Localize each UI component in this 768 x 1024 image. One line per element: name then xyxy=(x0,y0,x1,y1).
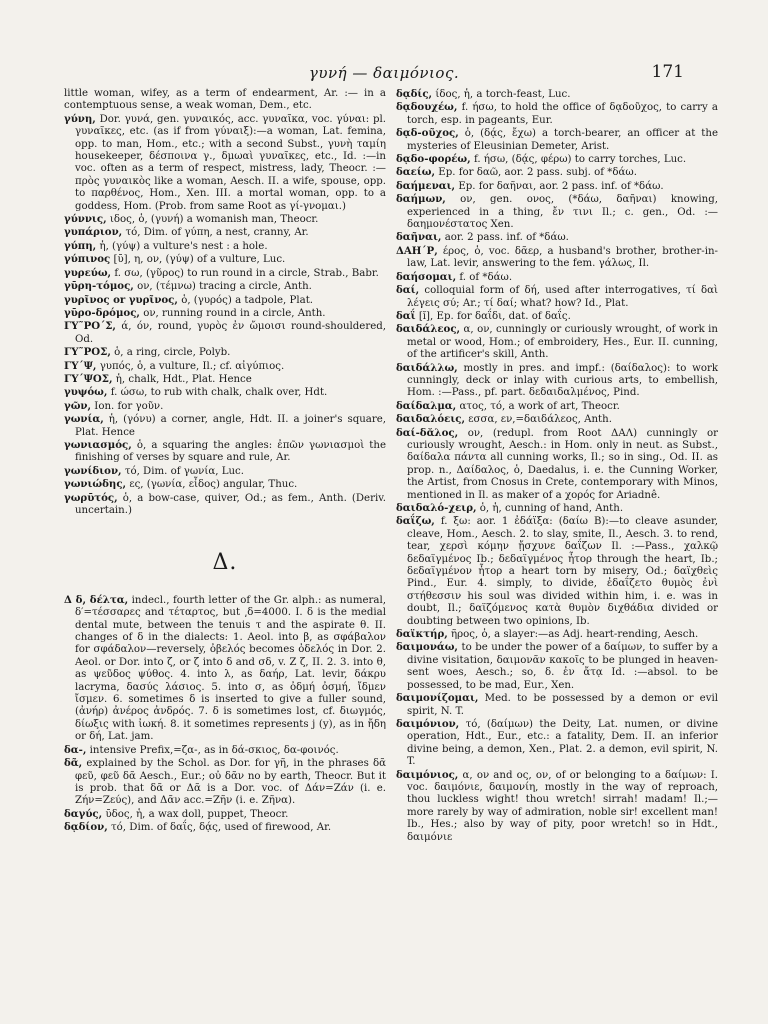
dictionary-entry xyxy=(396,193,718,231)
entry-headword: δαιδαλό-χειρ, xyxy=(396,502,477,514)
entry-definition: f. of *δάω. xyxy=(459,271,513,283)
entry-definition: ὁ, (δᾴς, ἔχω) a torch-bearer, an officer at the mysteries of Eleusinian Demeter, Arist. xyxy=(407,128,718,152)
entry-headword: γυρῖνος or γυρῖνος, xyxy=(64,293,178,306)
entry-headword: γῡρη-τόμος, xyxy=(64,280,134,293)
entry-definition: τό, Dim. of γωνία, Luc. xyxy=(124,465,244,477)
entry-headword: γύνη, xyxy=(64,112,96,125)
dictionary-entry xyxy=(64,492,386,518)
entry-definition: ἡ, (γόνυ) a corner, angle, Hdt. II. a joiner's square, Plat. Hence xyxy=(75,414,386,438)
dictionary-entry xyxy=(64,267,386,280)
entry-definition: ον, (τέμνω) tracing a circle, Anth. xyxy=(137,281,312,293)
entry-headword: δαγύς, xyxy=(64,807,103,820)
entry-definition: little woman, wifey, as a term of endearment, Ar. :— in a contemptuous sense, a weak woman, Dem., etc. xyxy=(64,88,386,112)
entry-definition: [ῡ], η, ον, (γύψ) of a vulture, Luc. xyxy=(113,254,286,266)
dictionary-entry xyxy=(396,101,718,127)
entry-headword: γωνιώδης, xyxy=(64,478,127,491)
entry-definition: Ion. for γοῦν. xyxy=(94,400,164,412)
entry-definition: ον, gen. ονος, (*δάω, δαῆναι) knowing, experienced in a thing, ἔν τινι Il.; c. gen., Od. :—δαημονέστατος Xen. xyxy=(407,194,718,231)
entry-headword: δαιδάλλω, xyxy=(396,361,458,374)
entry-definition: εσσα, εν,=δαιδάλεος, Anth. xyxy=(468,414,612,426)
entry-definition: ὁ, a ring, circle, Polyb. xyxy=(114,347,231,359)
entry-headword: δαίδαλμα, xyxy=(396,399,457,412)
dictionary-entry xyxy=(396,692,718,718)
entry-definition: f. ήσω, to hold the office of δᾳδοῦχος, to carry a torch, esp. in pageants, Eur. xyxy=(407,102,718,126)
entry-headword: δαήσομαι, xyxy=(396,270,457,283)
dictionary-entry xyxy=(396,153,718,166)
dictionary-entry xyxy=(396,628,718,641)
entry-headword: δαιμονίζομαι, xyxy=(396,692,479,705)
entry-definition: Ep. for δαῶ, aor. 2 pass. subj. of *δάω. xyxy=(438,167,637,179)
page-number: 171 xyxy=(651,62,684,82)
entry-headword: δᾳδουχέω, xyxy=(396,101,458,114)
entry-headword: δᾶ, xyxy=(64,757,83,770)
dictionary-entry xyxy=(64,439,386,465)
entry-headword: δαϊκτήρ, xyxy=(396,628,448,641)
dictionary-entry xyxy=(396,502,718,515)
entry-headword: δαΐζω, xyxy=(396,515,435,528)
entry-definition: aor. 2 pass. inf. of *δάω. xyxy=(444,232,569,244)
dictionary-entry xyxy=(64,465,386,478)
dictionary-entry xyxy=(64,113,386,213)
entry-headword: γυρεύω, xyxy=(64,266,112,279)
dictionary-entry xyxy=(64,400,386,413)
entry-headword: δαιμονάω, xyxy=(396,641,458,654)
entry-definition: ἡ, (γύψ) a vulture's nest : a hole. xyxy=(99,240,268,252)
entry-definition: colloquial form of δή, used after interrogatives, τί δαὶ λέγεις σύ; Ar.; τί δαί; what? how? Id., Plat. xyxy=(407,285,718,309)
entry-definition: ιδος, ὁ, (γυνή) a womanish man, Theocr. xyxy=(109,214,319,226)
dictionary-entry xyxy=(396,271,718,284)
entry-definition: ὁ, ἡ, cunning of hand, Anth. xyxy=(479,503,624,514)
dictionary-entry xyxy=(64,213,386,226)
entry-definition: ον, (redupl. from Root ΔΑΛ) cunningly or curiously wrought, Aesch.: in Hom. only in neut. as Subst., δαίδαλα πάντα all cunning works, Il.; so in sing., Od. II. as prop. n., Δαίδαλος, ὁ, Daedalus, i. e. the Cunning Worker, the Artist, from Cnosus in Crete, contemporary with Minos, mentioned in Il. as maker of a χορός for Ariadnê. xyxy=(407,427,718,501)
entry-definition: τό, (δαίμων) the Deity, Lat. numen, or divine operation, Hdt., Eur., etc.: a fatality, Dem. II. an inferior divine being, a demon, Xen., Plat. 2. a demon, evil spirit, N. T. xyxy=(407,718,719,768)
dictionary-entry xyxy=(396,166,718,179)
dictionary-entry xyxy=(396,427,718,502)
dictionary-entry xyxy=(64,226,386,239)
entry-headword: ΓΥ΄ΨΟΣ, xyxy=(64,372,113,385)
entry-definition: ὁ, a bow-case, quiver, Od.; as fem., Anth. (Deriv. uncertain.) xyxy=(75,492,387,516)
dictionary-entry xyxy=(396,515,718,628)
dictionary-entry xyxy=(64,88,386,113)
dictionary-entry xyxy=(64,594,386,744)
entry-headword: δᾳδίον, xyxy=(64,821,108,834)
entry-definition: [ĭ], Ep. for δαΐδι, dat. of δαΐς. xyxy=(418,310,571,322)
entry-definition: ἡ, chalk, Hdt., Plat. Hence xyxy=(115,373,252,385)
entry-definition: f. ξω: aor. 1 ἐδάϊξα: (δαίω B):—to cleave asunder, cleave, Hom., Aesch. 2. to slay, smite, Il., Aesch. 3. to rend, tear, χερσὶ κόμην ᾔσχυνε δαΐζων Il. :—Pass., χαλκῷ δεδαϊγμένος Ib.; δεδαϊγμένος ἦτορ through the heart, Ib.; δεδαϊγμένον ἦτορ a heart torn by misery, Od.; δαϊχθεὶς Pind., Eur. 4. simply, to divide, ἐδαΐζετο θυμὸς ἐνὶ στήθεσσιν his soul was divided within him, i. e. was in doubt, Il.; δαϊζόμενος κατὰ θυμὸν διχθάδια divided or doubting between two opinions, Ib. xyxy=(407,516,718,627)
entry-headword: γωρῡτός, xyxy=(64,491,118,504)
entry-headword: γυψόω, xyxy=(64,386,108,399)
dictionary-entry xyxy=(396,718,718,769)
dictionary-entry xyxy=(64,346,386,359)
entry-headword: δαιμόνιος, xyxy=(396,768,459,781)
entry-definition: ες, (γωνία, εἶδος) angular, Thuc. xyxy=(129,479,298,491)
right-column xyxy=(396,88,718,844)
right-entries xyxy=(396,88,718,844)
running-head: γυνή — δαιμόνιος. xyxy=(308,64,460,82)
dictionary-entry xyxy=(64,307,386,320)
entry-headword: δαί, xyxy=(396,284,420,297)
entry-headword: δαιδάλεος, xyxy=(396,323,461,336)
entry-definition: Med. to be possessed by a demon or evil spirit, N. T. xyxy=(407,693,718,717)
entry-headword: δαήμων, xyxy=(396,193,446,206)
dictionary-entry xyxy=(64,478,386,491)
entry-headword: ΓΥ῀ΡΟ΄Σ, xyxy=(64,320,116,333)
left-column xyxy=(64,88,386,835)
entry-headword: γῶν, xyxy=(64,399,92,412)
dictionary-entry xyxy=(64,757,386,808)
entry-definition: α, ον, cunningly or curiously wrought, of work in metal or wood, Hom.; of embroidery, Hes., Eur. II. cunning, of the artificer's skill, Anth. xyxy=(407,324,718,361)
entry-headword: δαί-δᾰλος, xyxy=(396,426,459,439)
entry-headword: γυπάριον, xyxy=(64,226,123,239)
entry-headword: γύπη, xyxy=(64,239,97,252)
dictionary-entry xyxy=(396,180,718,193)
dictionary-entry xyxy=(64,294,386,307)
dictionary-entry xyxy=(64,280,386,293)
entry-headword: γωνία, xyxy=(64,413,104,426)
entry-definition: ῆρος, ὁ, a slayer:—as Adj. heart-rending, Aesch. xyxy=(451,629,699,641)
entry-definition: f. σω, (γῦρος) to run round in a circle, Strab., Babr. xyxy=(114,267,379,279)
dictionary-entry xyxy=(396,413,718,426)
dictionary-entry xyxy=(64,744,386,757)
dictionary-entry xyxy=(396,310,718,323)
entry-definition: mostly in pres. and impf.: (δαίδαλος): to work cunningly, deck or inlay with curious arts, to embellish, Hom. :—Pass., pf. part. δεδαιδαλμένος, Pind. xyxy=(407,362,718,399)
entry-headword: δαιδαλόεις, xyxy=(396,413,466,426)
entry-headword: δαΐ xyxy=(396,309,416,322)
entry-definition: ῡδος, ἡ, a wax doll, puppet, Theocr. xyxy=(105,808,289,820)
entry-definition: indecl., fourth letter of the Gr. alph.: as numeral, δ′=τέσσαρες and τέταρτος, but ͵δ=4000. I. δ is the medial dental mute, between the tenuis τ and the aspirate θ. II. changes of δ in the dialects: 1. Aeol. into β, as σφάβαλον for σφάδαλον—reversely, ὀβελός becomes ὀδελός in Dor. 2. Aeol. or Dor. into ζ, or ζ into δ and σδ, v. Z ζ, II. 2. 3. into θ, as ψεῦδος ψύθος. 4. into λ, as δαήρ, Lat. levir, δάκρυ lacryma, δασύς λάσιος. 5. into σ, as ὀδμή ὀσμή, ἴδμεν ἴσμεν. 6. sometimes δ is inserted to give a fuller sound, (ἀνήρ) ἀνέρος ἀνδρός. 7. δ is sometimes lost, cf. διωγμός, δίωξις with ἰωκή. 8. it sometimes represents j (y), as in ἤδη or δή, Lat. jam. xyxy=(75,594,386,743)
entry-definition: ατος, τό, a work of art, Theocr. xyxy=(459,400,620,412)
entry-definition: ίδος, ἡ, a torch-feast, Luc. xyxy=(435,89,571,100)
entry-definition: Dor. γυνά, gen. γυναικός, acc. γυναῖκα, voc. γύναι: pl. γυναῖκες, etc. (as if from γύναιξ):—a woman, Lat. femina, opp. to man, Hom., etc.; with a second Subst., γυνὴ ταμίη housekeeper, δέσποινα γ., δμωαὶ γυναῖκες, etc., Id. :—in voc. often as a term of respect, mistress, lady, Theocr. :—πρὸς γυναικὸς like a woman, Aesch. II. a wife, spouse, opp. to παρθένος, Hom., Xen. III. a mortal woman, opp. to a goddess, Hom. (Prob. from same Root as γί-γνομαι.) xyxy=(75,113,386,212)
dictionary-entry xyxy=(64,821,386,834)
dictionary-entry xyxy=(396,231,718,244)
dictionary-entry xyxy=(396,323,718,361)
entry-definition: ά, όν, round, γυρὸς ἐν ὤμοισι round-shouldered, Od. xyxy=(75,321,386,345)
entries-after-heading xyxy=(64,594,386,835)
entry-headword: δᾳδο-φορέω, xyxy=(396,153,471,166)
entry-definition: f. ήσω, (δᾴς, φέρω) to carry torches, Luc. xyxy=(473,154,687,166)
entry-headword: δαιμόνιον, xyxy=(396,717,460,730)
dictionary-entry xyxy=(64,320,386,346)
dictionary-entry xyxy=(396,362,718,400)
entry-headword: δαῆναι, xyxy=(396,231,442,244)
entry-headword: ΓΥ΄Ψ, xyxy=(64,359,97,372)
entry-headword: δᾳδ-οῦχος, xyxy=(396,127,459,140)
dictionary-entry xyxy=(396,245,718,271)
dictionary-entry xyxy=(64,808,386,821)
dictionary-entry xyxy=(396,400,718,413)
entry-headword: ΔΑΗ΄Ρ, xyxy=(396,244,438,257)
entry-definition: ὁ, a squaring the angles: ἐπῶν γωνιασμοὶ the finishing of verses by square and rule, Ar. xyxy=(75,439,386,464)
entry-definition: ον, running round in a circle, Anth. xyxy=(143,307,326,319)
entry-headword: γύννις, xyxy=(64,213,107,226)
dictionary-entry xyxy=(396,88,718,101)
entry-headword: δα-, xyxy=(64,743,87,756)
dictionary-entry xyxy=(64,360,386,373)
entry-headword: γωνιασμός, xyxy=(64,438,132,451)
entry-definition: γυπός, ὁ, a vulture, Il.; cf. αἰγύπιος. xyxy=(99,360,285,372)
entry-headword: Δ δ, δέλτα, xyxy=(64,593,129,606)
entries-before-heading xyxy=(64,88,386,517)
entry-headword: δαήμεναι, xyxy=(396,179,456,192)
entry-definition: to be under the power of a δαίμων, to suffer by a divine visitation, δαιμονᾶν κακοῖς to be plunged in heaven-sent woes, Aesch.; so, δ. ἐν ἄτᾳ Id. :—absol. to be possessed, to be mad, Eur., Xen. xyxy=(407,642,718,691)
entry-definition: τό, Dim. of δαΐς, δᾴς, used of firewood, Ar. xyxy=(111,822,332,834)
dictionary-entry xyxy=(64,386,386,399)
entry-definition: intensive Prefix,=ζα-, as in δά-σκιος, δα-φοινός. xyxy=(89,744,339,756)
entry-headword: δᾳδίς, xyxy=(396,88,433,100)
letter-heading: Δ. xyxy=(212,550,238,576)
dictionary-entry xyxy=(64,373,386,386)
entry-definition: f. ώσω, to rub with chalk, chalk over, Hdt. xyxy=(110,387,328,399)
dictionary-entry xyxy=(396,284,718,310)
entry-definition: τό, Dim. of γύπη, a nest, cranny, Ar. xyxy=(125,227,309,239)
entry-definition: Ep. for δαῆναι, aor. 2 pass. inf. of *δάω. xyxy=(458,180,664,192)
entry-definition: α, ον and ος, ον, of or belonging to a δαίμων: I. voc. δαιμόνιε, δαιμονίη, mostly in the way of reproach, thou luckless wight! thou wretch! sirrah! madam! Il.;—more rarely by way of admiration, noble sir! excellent man! Ib., Hes.; also by way of pity, poor wretch! so in Hdt., δαιμόνιε xyxy=(407,769,718,843)
dictionary-entry xyxy=(396,641,718,692)
dictionary-entry xyxy=(64,413,386,439)
dictionary-entry xyxy=(396,127,718,153)
entry-headword: γῡρο-δρόμος, xyxy=(64,306,140,319)
dictionary-entry xyxy=(396,769,718,844)
entry-definition: ὁ, (γυρός) a tadpole, Plat. xyxy=(181,294,314,306)
entry-headword: γύπινος xyxy=(64,253,111,266)
entry-definition: explained by the Schol. as Dor. for γῆ, in the phrases δᾶ φεῦ, φεῦ δᾶ Aesch., Eur.; οὐ δᾶν no by earth, Theocr. But it is prob. that δᾶ or Δᾶ is a Dor. voc. of Δάν=Ζάν (i. e. Ζήν=Ζεύς), and Δᾶν acc.=Ζῆν (i. e. Ζῆνα). xyxy=(75,758,386,807)
entry-headword: δαείω, xyxy=(396,166,436,179)
entry-headword: ΓΥ῀ΡΟΣ, xyxy=(64,346,111,359)
dictionary-entry xyxy=(64,253,386,266)
entry-headword: γωνίδιον, xyxy=(64,464,122,477)
entry-definition: έρος, ὁ, voc. δᾶερ, a husband's brother, brother-in-law, Lat. levir, answering to the fem. γάλως, Il. xyxy=(407,245,718,270)
dictionary-entry xyxy=(64,240,386,253)
